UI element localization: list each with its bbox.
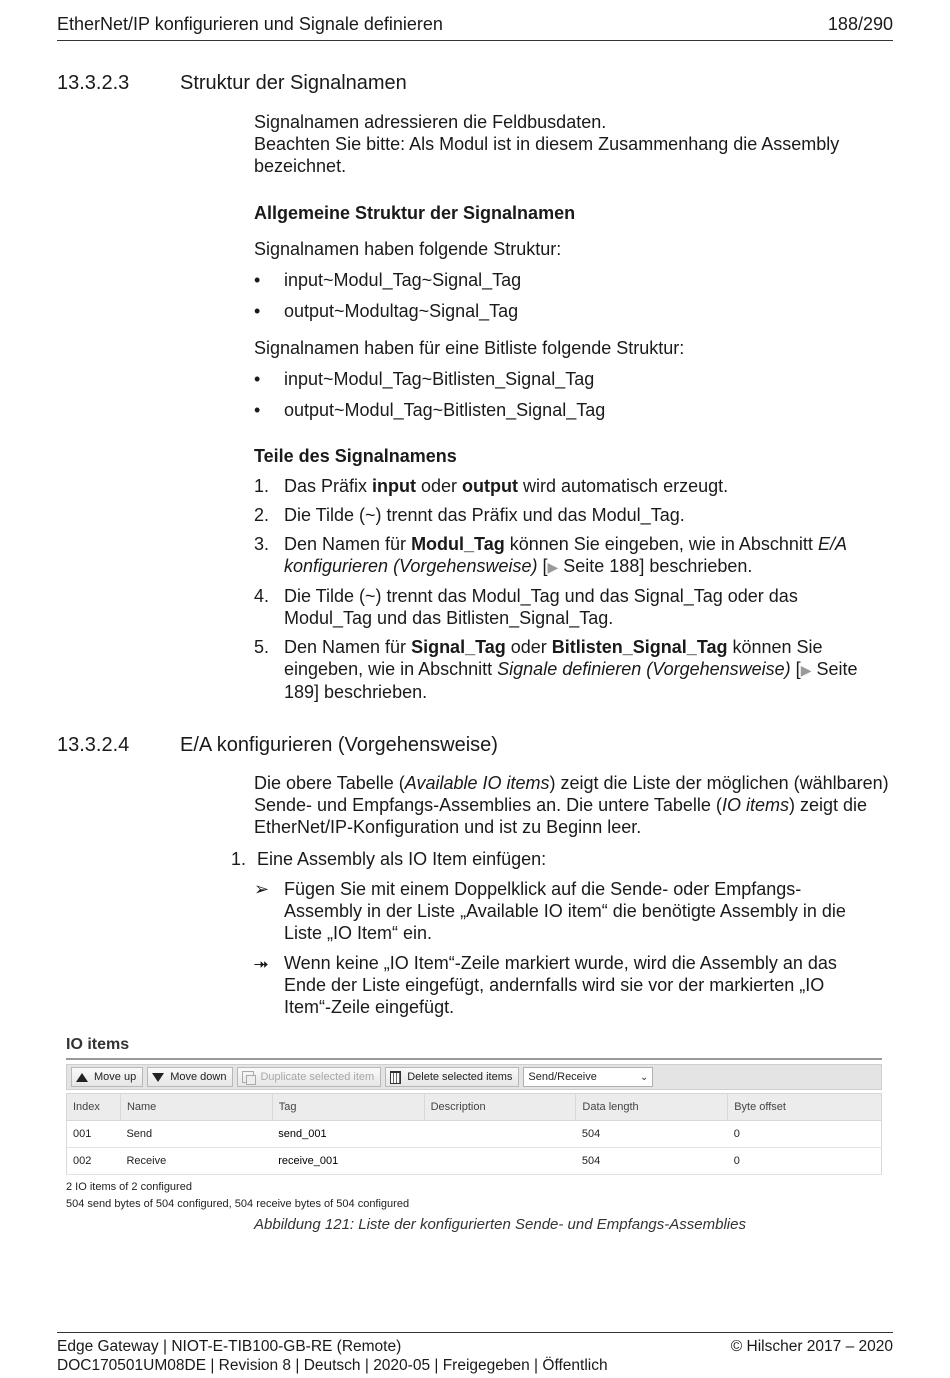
text: Die obere Tabelle ( — [254, 773, 405, 793]
trash-icon — [390, 1071, 401, 1084]
step-number: 2. — [254, 505, 270, 525]
figure-caption: Abbildung 121: Liste der konfigurierten Sende- und Empfangs-Assemblies — [254, 1216, 746, 1233]
step-text: Den Namen für — [284, 637, 412, 657]
step-number: 1. — [231, 849, 247, 869]
footer-product: Edge Gateway | NIOT-E-TIB100-GB-RE (Remote) — [57, 1338, 402, 1355]
column-header[interactable]: Tag — [272, 1094, 424, 1121]
list-item — [254, 585, 890, 629]
cell-index: 002 — [67, 1148, 121, 1175]
step-text: Die Tilde (~) trennt das Präfix und das Modul_Tag. — [284, 505, 685, 525]
section-heading-13-3-2-4 — [57, 734, 498, 757]
action-text: Fügen Sie mit einem Doppelklick auf die Sende- oder Empfangs-Assembly in der Liste „Available IO item“ die benötigte Assembly in die Liste „IO Item“ ein. — [284, 879, 846, 943]
list-item: • output~Modultag~Signal_Tag — [254, 300, 890, 322]
action-item — [254, 878, 866, 944]
step-number: 5. — [254, 637, 270, 657]
structure-lead: Signalnamen haben folgende Struktur: — [254, 239, 562, 259]
section-title: E/A konfigurieren (Vorgehensweise) — [180, 734, 498, 756]
page-header — [57, 14, 893, 41]
cell-name: Send — [120, 1121, 272, 1148]
section-number: 13.3.2.4 — [57, 734, 130, 756]
chevron-down-icon: ⌄ — [639, 1071, 649, 1083]
step-number: 3. — [254, 534, 270, 554]
column-header[interactable]: Byte offset — [728, 1094, 882, 1121]
step-actions — [254, 878, 866, 1018]
intro-line-1: Signalnamen adressieren die Feldbusdaten. — [254, 112, 607, 132]
section-heading-13-3-2-3 — [57, 72, 407, 95]
page-number: 188/290 — [827, 14, 893, 34]
table-header-row — [67, 1094, 882, 1121]
list-item: • input~Modul_Tag~Bitlisten_Signal_Tag — [254, 368, 890, 390]
keyword-modul-tag: Modul_Tag — [411, 534, 505, 554]
list-item — [254, 636, 890, 703]
cell-description[interactable] — [424, 1148, 576, 1175]
step-heading — [231, 848, 891, 870]
step-text: oder — [505, 637, 552, 657]
subheading-general-structure: Allgemeine Struktur der Signalnamen — [254, 203, 576, 223]
direction-select[interactable] — [523, 1067, 653, 1087]
keyword-input: input — [372, 476, 417, 496]
footer-copyright: © Hilscher 2017 – 2020 — [730, 1338, 893, 1355]
step-text: [ — [537, 556, 548, 576]
result-item — [254, 952, 866, 1018]
select-value: Send/Receive — [528, 1071, 597, 1083]
result-arrow-icon: ⯮ — [254, 953, 269, 973]
cell-tag[interactable]: receive_001 — [272, 1148, 424, 1175]
io-items-title: IO items — [66, 1036, 882, 1060]
items-count: 2 IO items of 2 configured — [66, 1181, 192, 1193]
column-header[interactable]: Data length — [576, 1094, 728, 1121]
step-text: Das Präfix — [284, 476, 373, 496]
arrow-up-icon — [76, 1073, 88, 1082]
button-label: Move up — [94, 1071, 137, 1083]
delete-items-button[interactable] — [385, 1067, 519, 1087]
list-item — [254, 475, 890, 497]
step-text: Die Tilde (~) trennt das Modul_Tag und das Signal_Tag oder das Modul_Tag und das Bitlisten_Signal_Tag. — [284, 586, 798, 628]
cell-name: Receive — [120, 1148, 272, 1175]
button-label: Delete selected items — [407, 1071, 513, 1083]
arrow-down-icon — [152, 1073, 164, 1082]
intro-paragraph — [254, 772, 890, 838]
text: ) zeigt die EtherNet/IP-Konfiguration und ist zu Beginn leer. — [254, 795, 867, 837]
term-io-items: IO items — [721, 795, 789, 815]
result-text: Wenn keine „IO Item“-Zeile markiert wurde, wird die Assembly an das Ende der Liste eingefügt, andernfalls wird sie vor der markierten „IO Item“-Zeile eingefügt. — [284, 953, 837, 1017]
bitlist-lead: Signalnamen haben für eine Bitliste folgende Struktur: — [254, 338, 685, 358]
cell-byte-offset: 0 — [728, 1121, 882, 1148]
xref-arrow-icon: ▶ — [547, 559, 559, 575]
step-text: Den Namen für — [284, 534, 412, 554]
procedure-step-1 — [231, 848, 891, 1026]
move-up-button[interactable] — [71, 1067, 143, 1087]
column-header[interactable]: Description — [424, 1094, 576, 1121]
section-title: Struktur der Signalnamen — [180, 72, 407, 94]
section-link[interactable]: E/A konfigurieren (Vorgehensweise) — [284, 534, 847, 576]
header-title: EtherNet/IP konfigurieren und Signale definieren — [57, 14, 443, 34]
io-items-toolbar — [66, 1064, 882, 1090]
move-down-button[interactable] — [147, 1067, 233, 1087]
step-number: 1. — [254, 476, 270, 496]
step-text: können Sie eingeben, wie in Abschnitt — [504, 534, 818, 554]
subheading-signal-parts: Teile des Signalnamens — [254, 446, 457, 466]
list-item — [254, 504, 890, 526]
cell-byte-offset: 0 — [728, 1148, 882, 1175]
action-arrow-icon: ➢ — [254, 879, 270, 899]
section-1-body — [254, 111, 890, 710]
term-available-io-items: Available IO items — [404, 773, 550, 793]
section-2-intro — [254, 772, 890, 838]
io-items-table — [66, 1093, 882, 1175]
duplicate-item-button[interactable] — [237, 1067, 381, 1087]
step-number: 4. — [254, 586, 270, 606]
signal-parts-list — [254, 475, 890, 703]
step-text: Eine Assembly als IO Item einfügen: — [257, 849, 547, 869]
footer-doc-info: DOC170501UM08DE | Revision 8 | Deutsch | 2020-05 | Freigegeben | Öffentlich — [57, 1357, 608, 1374]
keyword-output: output — [462, 476, 519, 496]
cell-tag[interactable]: send_001 — [272, 1121, 424, 1148]
cell-description[interactable] — [424, 1121, 576, 1148]
xref-arrow-icon: ▶ — [800, 662, 812, 678]
column-header[interactable]: Name — [120, 1094, 272, 1121]
bitlist-structure-list — [254, 368, 890, 421]
section-number: 13.3.2.3 — [57, 72, 130, 94]
io-items-screenshot — [66, 1036, 882, 1213]
bytes-summary: 504 send bytes of 504 configured, 504 receive bytes of 504 configured — [66, 1198, 410, 1210]
keyword-signal-tag: Signal_Tag — [411, 637, 506, 657]
button-label: Duplicate selected item — [260, 1071, 375, 1083]
page-reference[interactable]: Seite 188] beschrieben. — [558, 556, 753, 576]
keyword-bitlist-signal-tag: Bitlisten_Signal_Tag — [551, 637, 728, 657]
list-item: • output~Modul_Tag~Bitlisten_Signal_Tag — [254, 399, 890, 421]
button-label: Move down — [170, 1071, 227, 1083]
section-link[interactable]: Signale definieren (Vorgehensweise) — [497, 659, 791, 679]
list-item — [254, 533, 890, 578]
io-items-summary — [66, 1179, 882, 1213]
page-reference[interactable]: Seite 189] beschrieben. — [284, 659, 858, 702]
intro-line-2: Beachten Sie bitte: Als Modul ist in diesem Zusammenhang die Assembly bezeichnet. — [254, 134, 840, 176]
duplicate-icon — [242, 1071, 254, 1083]
step-text: können Sie eingeben, wie in Abschnitt — [284, 637, 823, 679]
cell-data-length: 504 — [576, 1121, 728, 1148]
structure-list — [254, 269, 890, 322]
table-row[interactable] — [67, 1148, 882, 1175]
page-footer — [57, 1332, 893, 1375]
step-text: [ — [790, 659, 801, 679]
table-row[interactable] — [67, 1121, 882, 1148]
cell-index: 001 — [67, 1121, 121, 1148]
cell-data-length: 504 — [576, 1148, 728, 1175]
step-text: wird automatisch erzeugt. — [518, 476, 729, 496]
list-item: • input~Modul_Tag~Signal_Tag — [254, 269, 890, 291]
step-text: oder — [416, 476, 463, 496]
column-header[interactable]: Index — [67, 1094, 121, 1121]
text: ) zeigt die Liste der möglichen (wählbaren) Sende- und Empfangs-Assemblies an. Die untere Tabelle ( — [254, 773, 889, 815]
